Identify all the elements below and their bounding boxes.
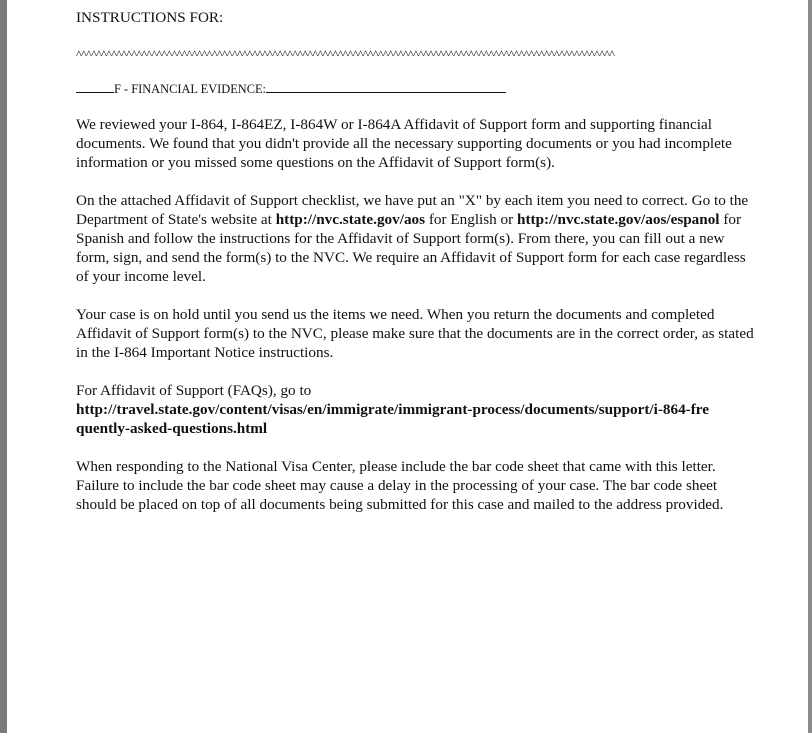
paragraph-checklist-text-b: for English or <box>425 211 518 228</box>
aos-spanish-link[interactable]: http://nvc.state.gov/aos/espanol <box>517 211 720 228</box>
section-label: F - FINANCIAL EVIDENCE: <box>114 82 267 96</box>
faq-link-line-2[interactable]: quently-asked-questions.html <box>76 420 268 437</box>
notes-blank <box>266 91 506 93</box>
paragraph-faq <box>76 381 756 438</box>
check-blank <box>76 91 114 93</box>
faq-link-line-1[interactable]: http://travel.state.gov/content/visas/en/immigrate/immigrant-process/documents/support/i-864-fre <box>76 401 710 418</box>
section-label-line <box>76 82 756 96</box>
viewer-left-border <box>0 0 7 733</box>
viewer-right-border <box>808 0 812 733</box>
aos-english-link[interactable]: http://nvc.state.gov/aos <box>275 211 426 228</box>
caret-divider: ^^^^^^^^^^^^^^^^^^^^^^^^^^^^^^^^^^^^^^^^^^^^^^^^^^^^^^^^^^^^^^^^^^^^^^^^^^^^^^^^^^^^^^^^^^^^^^^^^^^^^^^^^^^ <box>76 48 615 60</box>
paragraph-checklist <box>76 191 756 286</box>
document-heading: INSTRUCTIONS FOR: <box>76 9 224 26</box>
paragraph-review: We reviewed your I-864, I-864EZ, I-864W or I-864A Affidavit of Support form and supporting financial documents. We found that you didn't provide all the necessary supporting documents or you had incomplete information or you missed some questions on the Affidavit of Support form(s). <box>76 116 732 171</box>
paragraph-on-hold: Your case is on hold until you send us the items we need. When you return the documents and completed Affidavit of Support form(s) to the NVC, please make sure that the documents are in the correct order, as stated in the I-864 Important Notice instructions. <box>76 306 754 361</box>
document-page <box>76 8 756 514</box>
paragraph-faq-text: For Affidavit of Support (FAQs), go to <box>76 382 312 399</box>
paragraph-bar-code: When responding to the National Visa Center, please include the bar code sheet that came with this letter. Failure to include the bar code sheet may cause a delay in the processing of your case. The bar code sheet should be placed on top of all documents being submitted for this case and mailed to the address provided. <box>76 458 724 513</box>
paragraph-checklist-text-c: for Spanish and follow the instructions for the Affidavit of Support form(s). From there, you can fill out a new form, sign, and send the form(s) to the NVC. We require an Affidavit of Support form for each case regardless of your income level. <box>76 211 746 285</box>
paragraph-checklist-text-a: On the attached Affidavit of Support checklist, we have put an "X" by each item you need to correct. Go to the Department of State's website at <box>76 192 749 228</box>
